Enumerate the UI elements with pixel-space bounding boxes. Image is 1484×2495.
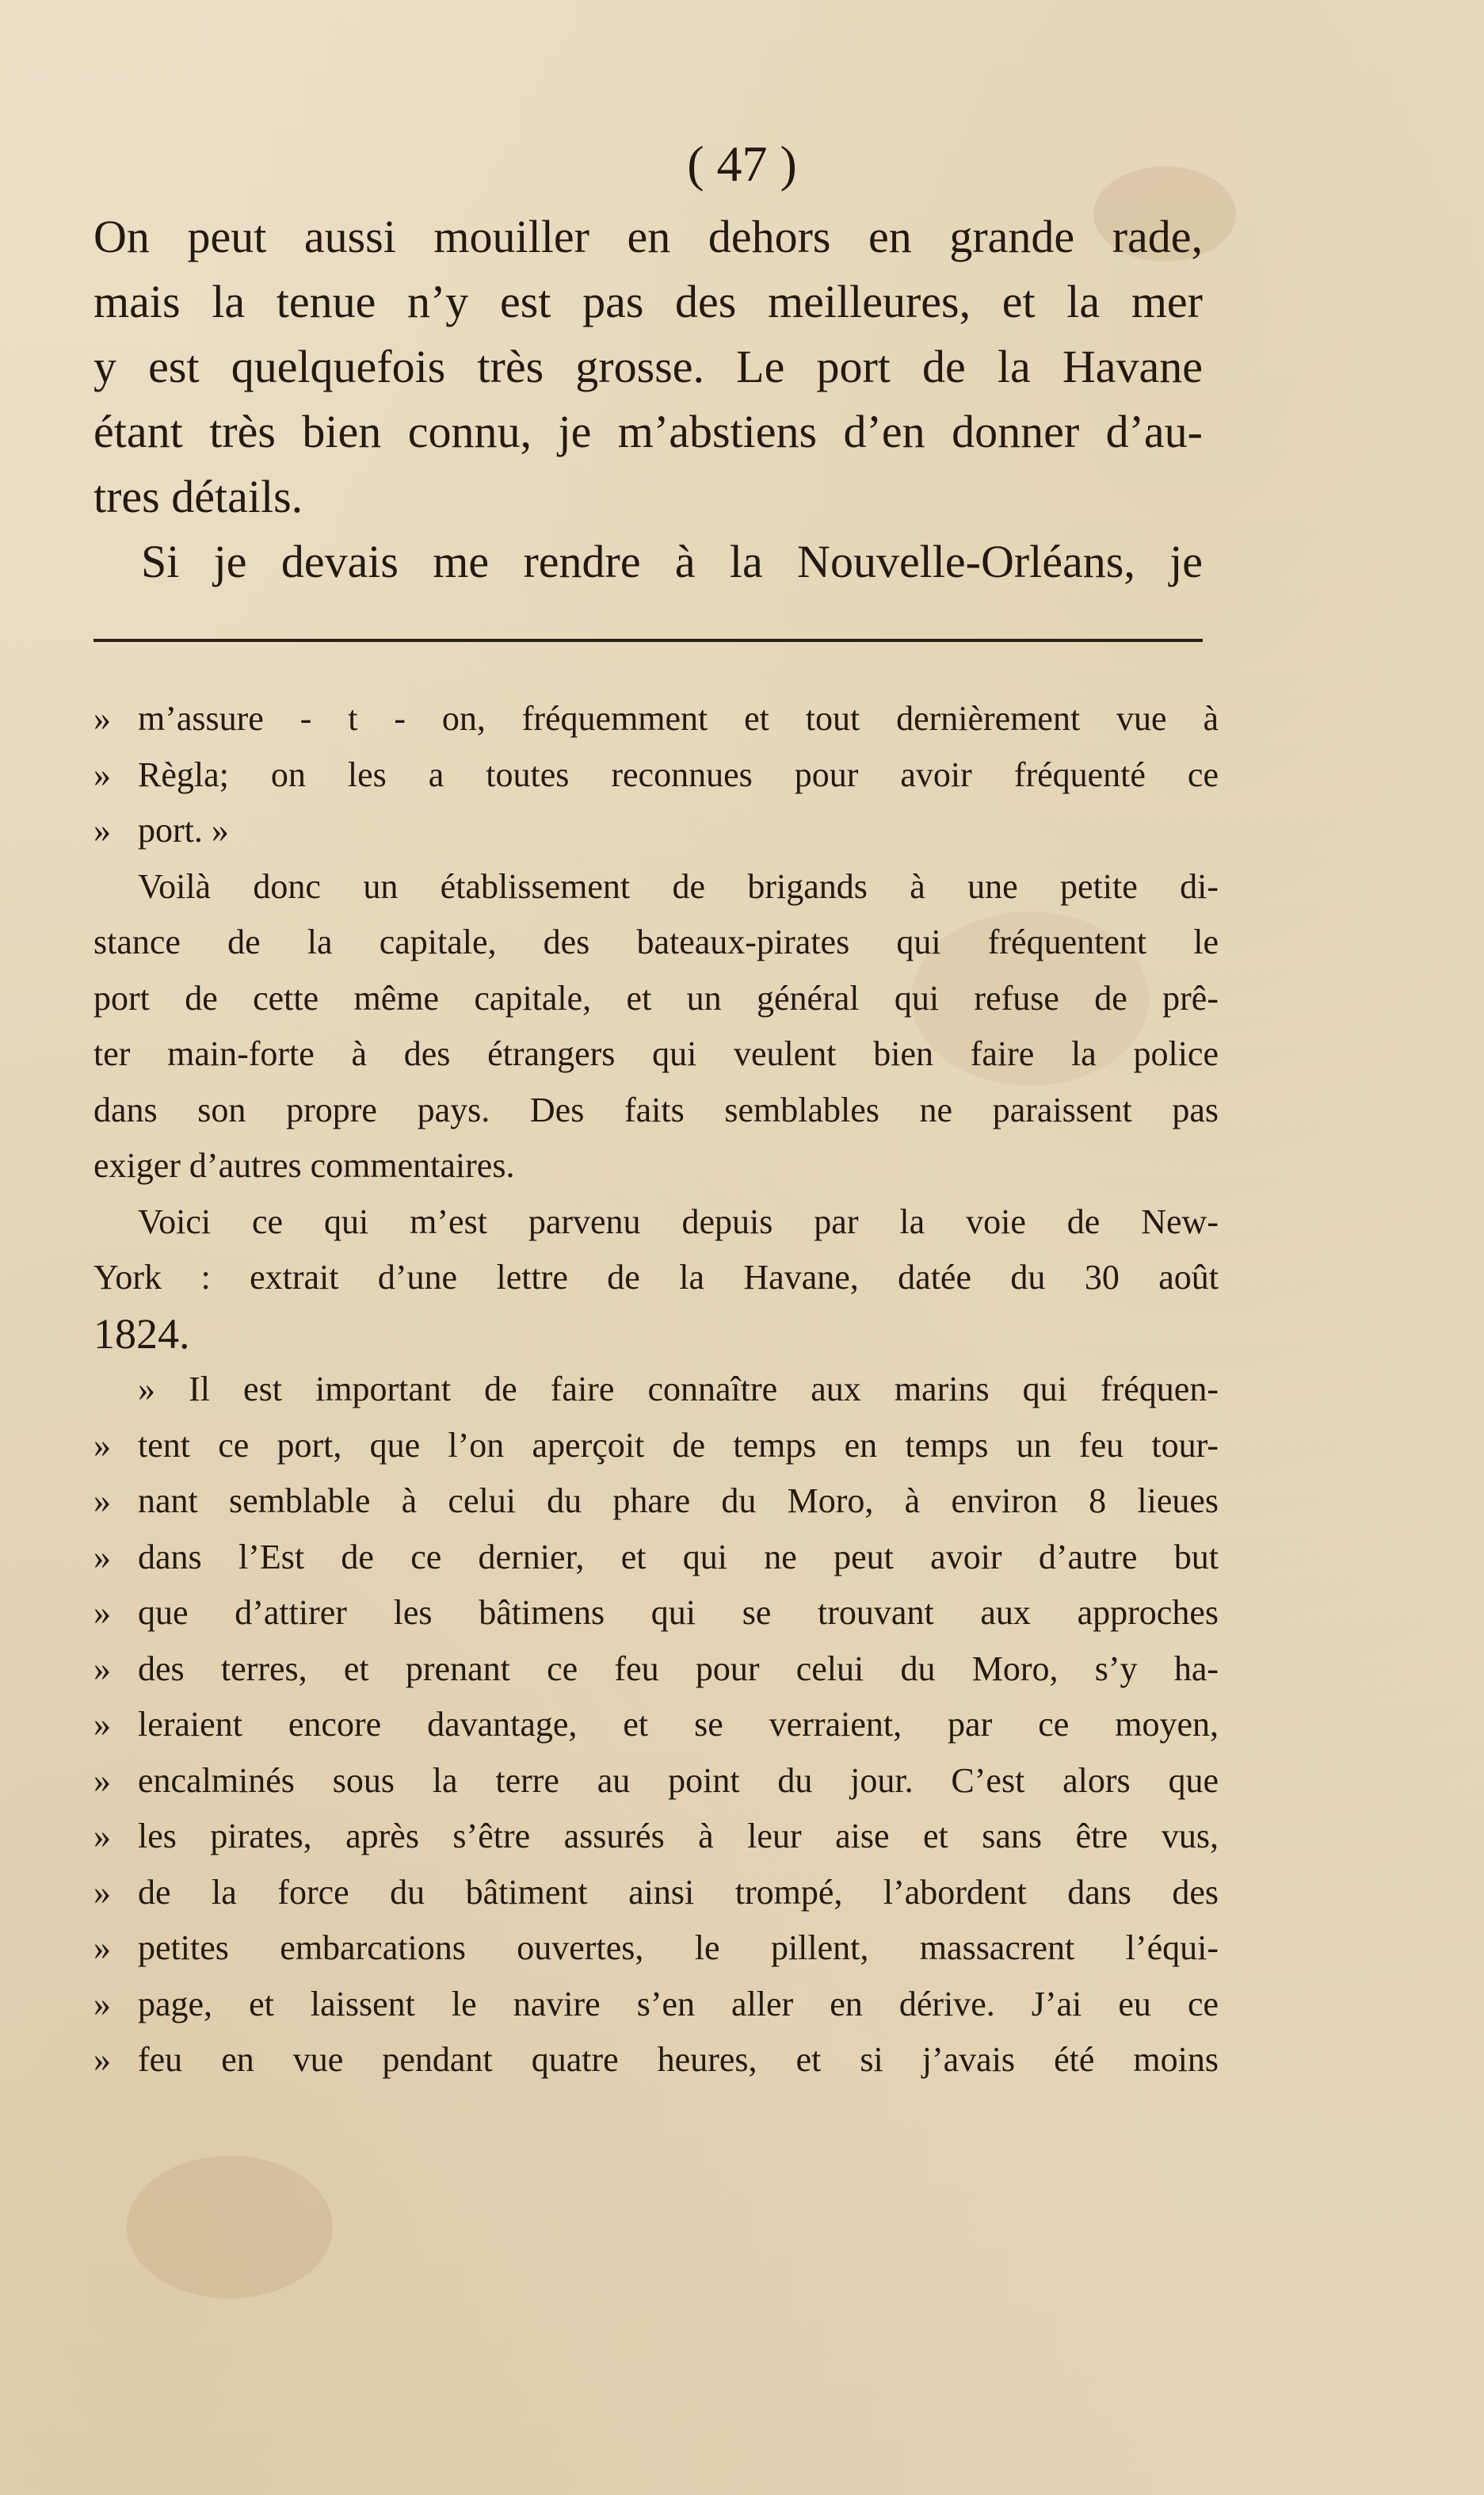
quote-mark: »	[93, 1984, 111, 2023]
main-text-line: Si je devais me rendre à la Nouvelle-Orléans, je	[141, 536, 1203, 587]
footnote-line	[93, 1530, 1219, 1586]
quote-mark: »	[93, 2040, 111, 2079]
footnote-line	[93, 1920, 1219, 1977]
quote-mark: »	[93, 1537, 111, 1576]
footnote-line-text: encalminés sous la terre au point du jour. C’est alors que	[138, 1760, 1219, 1800]
quote-mark: »	[93, 1872, 111, 1912]
quote-mark: »	[93, 1481, 111, 1520]
paper-stain	[127, 2156, 333, 2298]
footnote-line	[93, 803, 1219, 859]
quote-mark: »	[93, 1817, 111, 1855]
footnote-block	[93, 691, 1219, 2088]
footnote-line: exiger d’autres commentaires.	[93, 1146, 515, 1185]
footnote-line	[93, 1473, 1219, 1530]
footnote-line: port de cette même capitale, et un général qui refuse de prê-	[93, 978, 1219, 1018]
footnote-line: ter main-forte à des étrangers qui veulent bien faire la police	[93, 1034, 1219, 1073]
footnote-line-text: Règla; on les a toutes reconnues pour avoir fréquenté ce	[138, 755, 1219, 794]
main-text-line: tres détails.	[93, 471, 303, 522]
footnote-line	[93, 1418, 1219, 1474]
main-text-line: y est quelquefois très grosse. Le port de la Havane	[93, 341, 1203, 392]
footnote-line: York : extrait d’une lettre de la Havane, datée du 30 août	[93, 1258, 1219, 1297]
quote-mark: »	[93, 811, 111, 850]
footnote-line-text: m’assure - t - on, fréquemment et tout dernièrement vue à	[138, 699, 1219, 738]
quote-mark: »	[93, 1425, 111, 1465]
footnote-line	[93, 691, 1219, 747]
footnote-line	[93, 1641, 1219, 1698]
quote-mark: »	[93, 1593, 111, 1632]
footnote-line	[93, 1585, 1219, 1641]
quote-mark: »	[93, 755, 111, 794]
footnote-line	[93, 2032, 1219, 2088]
quote-mark: »	[93, 1760, 111, 1800]
footnote-line-text: de la force du bâtiment ainsi trompé, l’abordent dans des	[138, 1872, 1219, 1912]
footnote-line-text: tent ce port, que l’on aperçoit de temps en temps un feu tour-	[138, 1425, 1219, 1465]
footnote-line-text: leraient encore davantage, et se verraient, par ce moyen,	[138, 1705, 1219, 1744]
footnote-line	[93, 1809, 1219, 1865]
quote-mark: »	[93, 699, 111, 738]
footnote-line-text: nant semblable à celui du phare du Moro, à environ 8 lieues	[138, 1481, 1219, 1520]
footnote-line-text: dans l’Est de ce dernier, et qui ne peut avoir d’autre but	[138, 1537, 1219, 1576]
footnote-line-text: port. »	[138, 811, 229, 850]
footnote-line: dans son propre pays. Des faits semblables ne paraissent pas	[93, 1090, 1219, 1129]
footnote-line: Voilà donc un établissement de brigands à une petite di-	[138, 866, 1219, 906]
footnote-divider	[93, 639, 1203, 642]
footnote-line	[93, 1977, 1219, 2033]
quote-mark: »	[93, 1928, 111, 1967]
footnote-line	[93, 1697, 1219, 1753]
main-text-block	[93, 204, 1203, 594]
quote-mark: »	[93, 1705, 111, 1744]
footnote-line: » Il est important de faire connaître aux marins qui fréquen-	[138, 1370, 1219, 1408]
footnote-line: Voici ce qui m’est parvenu depuis par la voie de New-	[138, 1202, 1219, 1241]
footnote-line: stance de la capitale, des bateaux-pirates qui fréquentent le	[93, 923, 1219, 961]
quote-mark: »	[93, 1649, 111, 1688]
footnote-line	[93, 1865, 1219, 1921]
footnote-line-text: page, et laissent le navire s’en aller en dérive. J’ai eu ce	[138, 1984, 1219, 2023]
footnote-line	[93, 1753, 1219, 1809]
page-number-header: ( 47 )	[687, 136, 797, 192]
footnote-line-text: des terres, et prenant ce feu pour celui du Moro, s’y ha-	[138, 1649, 1219, 1688]
footnote-line-text: feu en vue pendant quatre heures, et si j’avais été moins	[138, 2040, 1219, 2079]
footnote-line: 1824.	[93, 1309, 190, 1358]
footnote-line-text: les pirates, après s’être assurés à leur aise et sans être vus,	[138, 1817, 1219, 1855]
footnote-line-text: que d’attirer les bâtimens qui se trouvant aux approches	[138, 1593, 1219, 1632]
main-text-line: mais la tenue n’y est pas des meilleures, et la mer	[93, 276, 1203, 327]
footnote-line	[93, 747, 1219, 804]
main-text-line: étant très bien connu, je m’abstiens d’en donner d’au-	[93, 406, 1203, 457]
footnote-line-text: petites embarcations ouvertes, le pillent, massacrent l’équi-	[138, 1928, 1219, 1967]
main-text-line: On peut aussi mouiller en dehors en grande rade,	[93, 211, 1203, 262]
